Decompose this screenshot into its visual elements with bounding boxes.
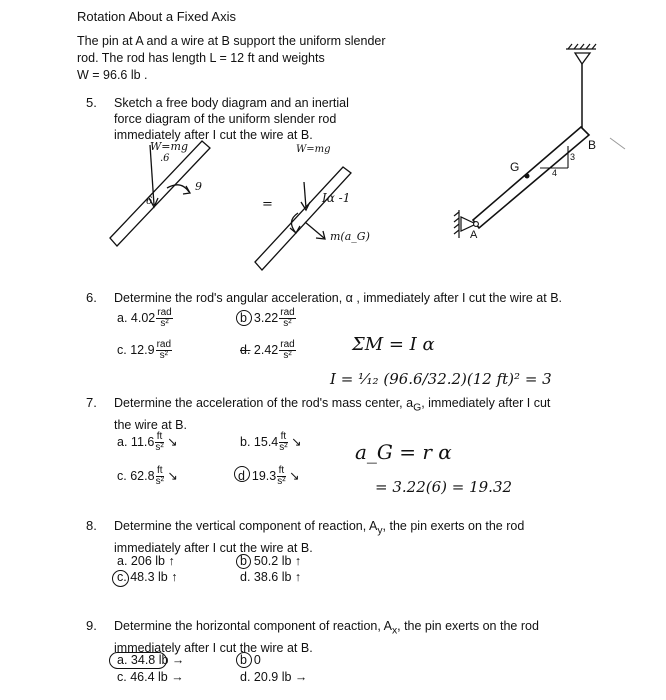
unit-numerator: ft	[156, 431, 163, 442]
q9-option-c[interactable]	[117, 670, 184, 684]
option-letter: a.	[117, 310, 128, 325]
unit-denominator: s²	[155, 442, 164, 453]
slender-rod	[473, 127, 589, 228]
q8-option-b[interactable]	[240, 554, 301, 568]
sketch-alpha-note: 9	[195, 180, 202, 193]
unit-denominator: s²	[283, 318, 292, 329]
option-value: 206 lb ↑	[130, 554, 175, 568]
label-b: B	[588, 138, 597, 152]
unit-numerator: ft	[280, 431, 287, 442]
label-a: A	[470, 229, 478, 241]
q5-number: 5.	[86, 95, 97, 110]
unit-numerator: ft	[278, 465, 285, 476]
q7-option-b[interactable]: b. 15.4 $\frac{ft}{\text{s²}}$ ↘	[240, 431, 302, 453]
option-letter: b	[240, 653, 247, 667]
option-value: 11.6	[130, 434, 155, 449]
unit-numerator: ft	[156, 465, 163, 476]
q8-text	[114, 518, 524, 556]
option-letter: c.	[117, 342, 127, 357]
q9-line-1: Determine the horizontal component of reaction, A	[114, 619, 392, 633]
option-value: 50.2 lb ↑	[253, 554, 302, 568]
q5-line-3: immediately after I cut the wire at B.	[114, 128, 313, 142]
wire-hanger	[575, 53, 590, 64]
intro-line-2: rod. The rod has length L = 12 ft and weights	[77, 51, 325, 65]
q6-handwritten-equation-1: ΣM = I α	[352, 334, 435, 355]
inertial-sketch	[255, 167, 351, 270]
sketch-equals: =	[262, 197, 273, 212]
q9-line-1-end: , the pin exerts on the rod	[397, 619, 539, 633]
q7-line-2: the wire at B.	[114, 417, 187, 432]
label-slope-3: 3	[570, 152, 576, 162]
ceiling-support	[566, 44, 596, 49]
q6-number: 6.	[86, 290, 97, 305]
sketch-six-2: 6	[146, 196, 153, 207]
q9-option-a[interactable]	[117, 653, 184, 667]
q8-option-d[interactable]	[240, 570, 301, 584]
q9-option-b[interactable]	[240, 653, 261, 667]
unit-numerator: rad	[157, 307, 172, 318]
option-letter: a.	[117, 434, 128, 449]
option-value: 0	[253, 653, 261, 667]
label-g: G	[510, 160, 520, 174]
sketch-inertia-term: Iα -1	[322, 191, 351, 205]
q6-option-d[interactable]	[240, 340, 296, 361]
q7-option-a[interactable]: a. 11.6 $\frac{ft}{\text{s²}}$ ↘	[117, 431, 178, 453]
q6-text: Determine the rod's angular acceleration, α , immediately after I cut the wire at B.	[114, 291, 563, 305]
option-letter: d.	[240, 670, 251, 684]
sketch-mass-accel: m(a_G)	[330, 230, 370, 243]
q8-line-1-end: , the pin exerts on the rod	[382, 519, 525, 533]
q7-handwritten-equation-1: a_G = r α	[355, 440, 452, 464]
option-value: 48.3 lb ↑	[130, 570, 178, 584]
option-letter: b.	[240, 434, 251, 449]
option-value: 19.3	[251, 468, 277, 483]
q8-option-c[interactable]	[117, 570, 177, 584]
option-value: 62.8	[130, 468, 155, 483]
option-letter: c.	[117, 570, 127, 584]
q7-line-1: Determine the acceleration of the rod's mass center, a	[114, 396, 414, 410]
option-letter: c.	[117, 468, 127, 483]
unit-numerator: rad	[156, 339, 172, 350]
option-letter: b	[240, 310, 247, 325]
intro-line-1: The pin at A and a wire at B support the uniform slender	[77, 34, 386, 48]
option-value: 3.22	[253, 310, 279, 325]
q8-subscript: y	[377, 525, 383, 537]
q5-line-1: Sketch a free body diagram and an inertial	[114, 96, 349, 110]
q6-option-b[interactable]	[240, 308, 296, 329]
q9-number: 9.	[86, 618, 97, 633]
option-letter: b	[240, 554, 247, 568]
unit-denominator: s²	[160, 318, 169, 329]
q5-text	[114, 95, 349, 143]
option-value: 2.42	[253, 342, 279, 357]
q7-option-d[interactable]: d 19.3 $\frac{ft}{\text{s²}}$ ↘	[238, 465, 300, 487]
q7-line-1-end: , immediately after I cut	[421, 396, 551, 410]
intro-line-3: W = 96.6 lb .	[77, 68, 148, 82]
option-letter: d	[238, 468, 245, 483]
q6-option-a[interactable]	[117, 308, 173, 329]
q8-line-2: immediately after I cut the wire at B.	[114, 540, 313, 555]
q8-number: 8.	[86, 518, 97, 533]
q8-option-a[interactable]	[117, 554, 175, 568]
unit-denominator: s²	[283, 350, 292, 361]
q7-text	[114, 395, 550, 433]
q7-option-c[interactable]: c. 62.8 $\frac{ft}{\text{s²}}$ ↘	[117, 465, 178, 487]
q8-line-1: Determine the vertical component of reaction, A	[114, 519, 378, 533]
q7-handwritten-equation-2: = 3.22(6) = 19.32	[375, 478, 513, 496]
page-title: Rotation About a Fixed Axis	[77, 9, 236, 24]
unit-numerator: rad	[280, 307, 295, 318]
option-value: 4.02	[130, 310, 156, 325]
mass-center-marker	[525, 174, 530, 179]
sketch-weight-label: W=mg	[150, 140, 188, 153]
q9-option-d[interactable]	[240, 670, 307, 684]
q7-subscript: G	[413, 402, 422, 414]
q9-line-2: immediately after I cut the wire at B.	[114, 640, 313, 655]
unit-numerator: rad	[280, 339, 295, 350]
q5-line-2: force diagram of the uniform slender rod	[114, 112, 337, 126]
option-letter: c.	[117, 670, 127, 684]
q7-number: 7.	[86, 395, 97, 410]
q9-text	[114, 618, 539, 656]
q6-handwritten-equation-2: I = ¹⁄₁₂ (96.6/32.2)(12 ft)² = 3	[330, 370, 552, 388]
option-letter: a.	[117, 554, 128, 568]
q6-option-c[interactable]	[117, 340, 172, 361]
sketch-weight-label-2: W=mg	[296, 144, 331, 155]
q9-subscript: x	[391, 625, 398, 637]
option-value: 20.9 lb →	[253, 670, 308, 684]
label-slope-4: 4	[552, 168, 558, 178]
option-value: 15.4	[253, 434, 279, 449]
unit-denominator: s²	[155, 476, 164, 487]
sketch-six: .6	[160, 153, 170, 164]
option-letter: a.	[117, 653, 128, 667]
unit-denominator: s²	[277, 476, 286, 487]
option-letter: d.	[240, 570, 251, 584]
unit-denominator: s²	[279, 442, 288, 453]
unit-denominator: s²	[159, 350, 168, 361]
option-value: 38.6 lb ↑	[253, 570, 302, 584]
option-value: 46.4 lb →	[130, 670, 184, 684]
option-letter: d.	[240, 342, 251, 357]
option-value: 12.9	[130, 342, 155, 357]
option-value: 34.8 lb →	[130, 653, 185, 667]
